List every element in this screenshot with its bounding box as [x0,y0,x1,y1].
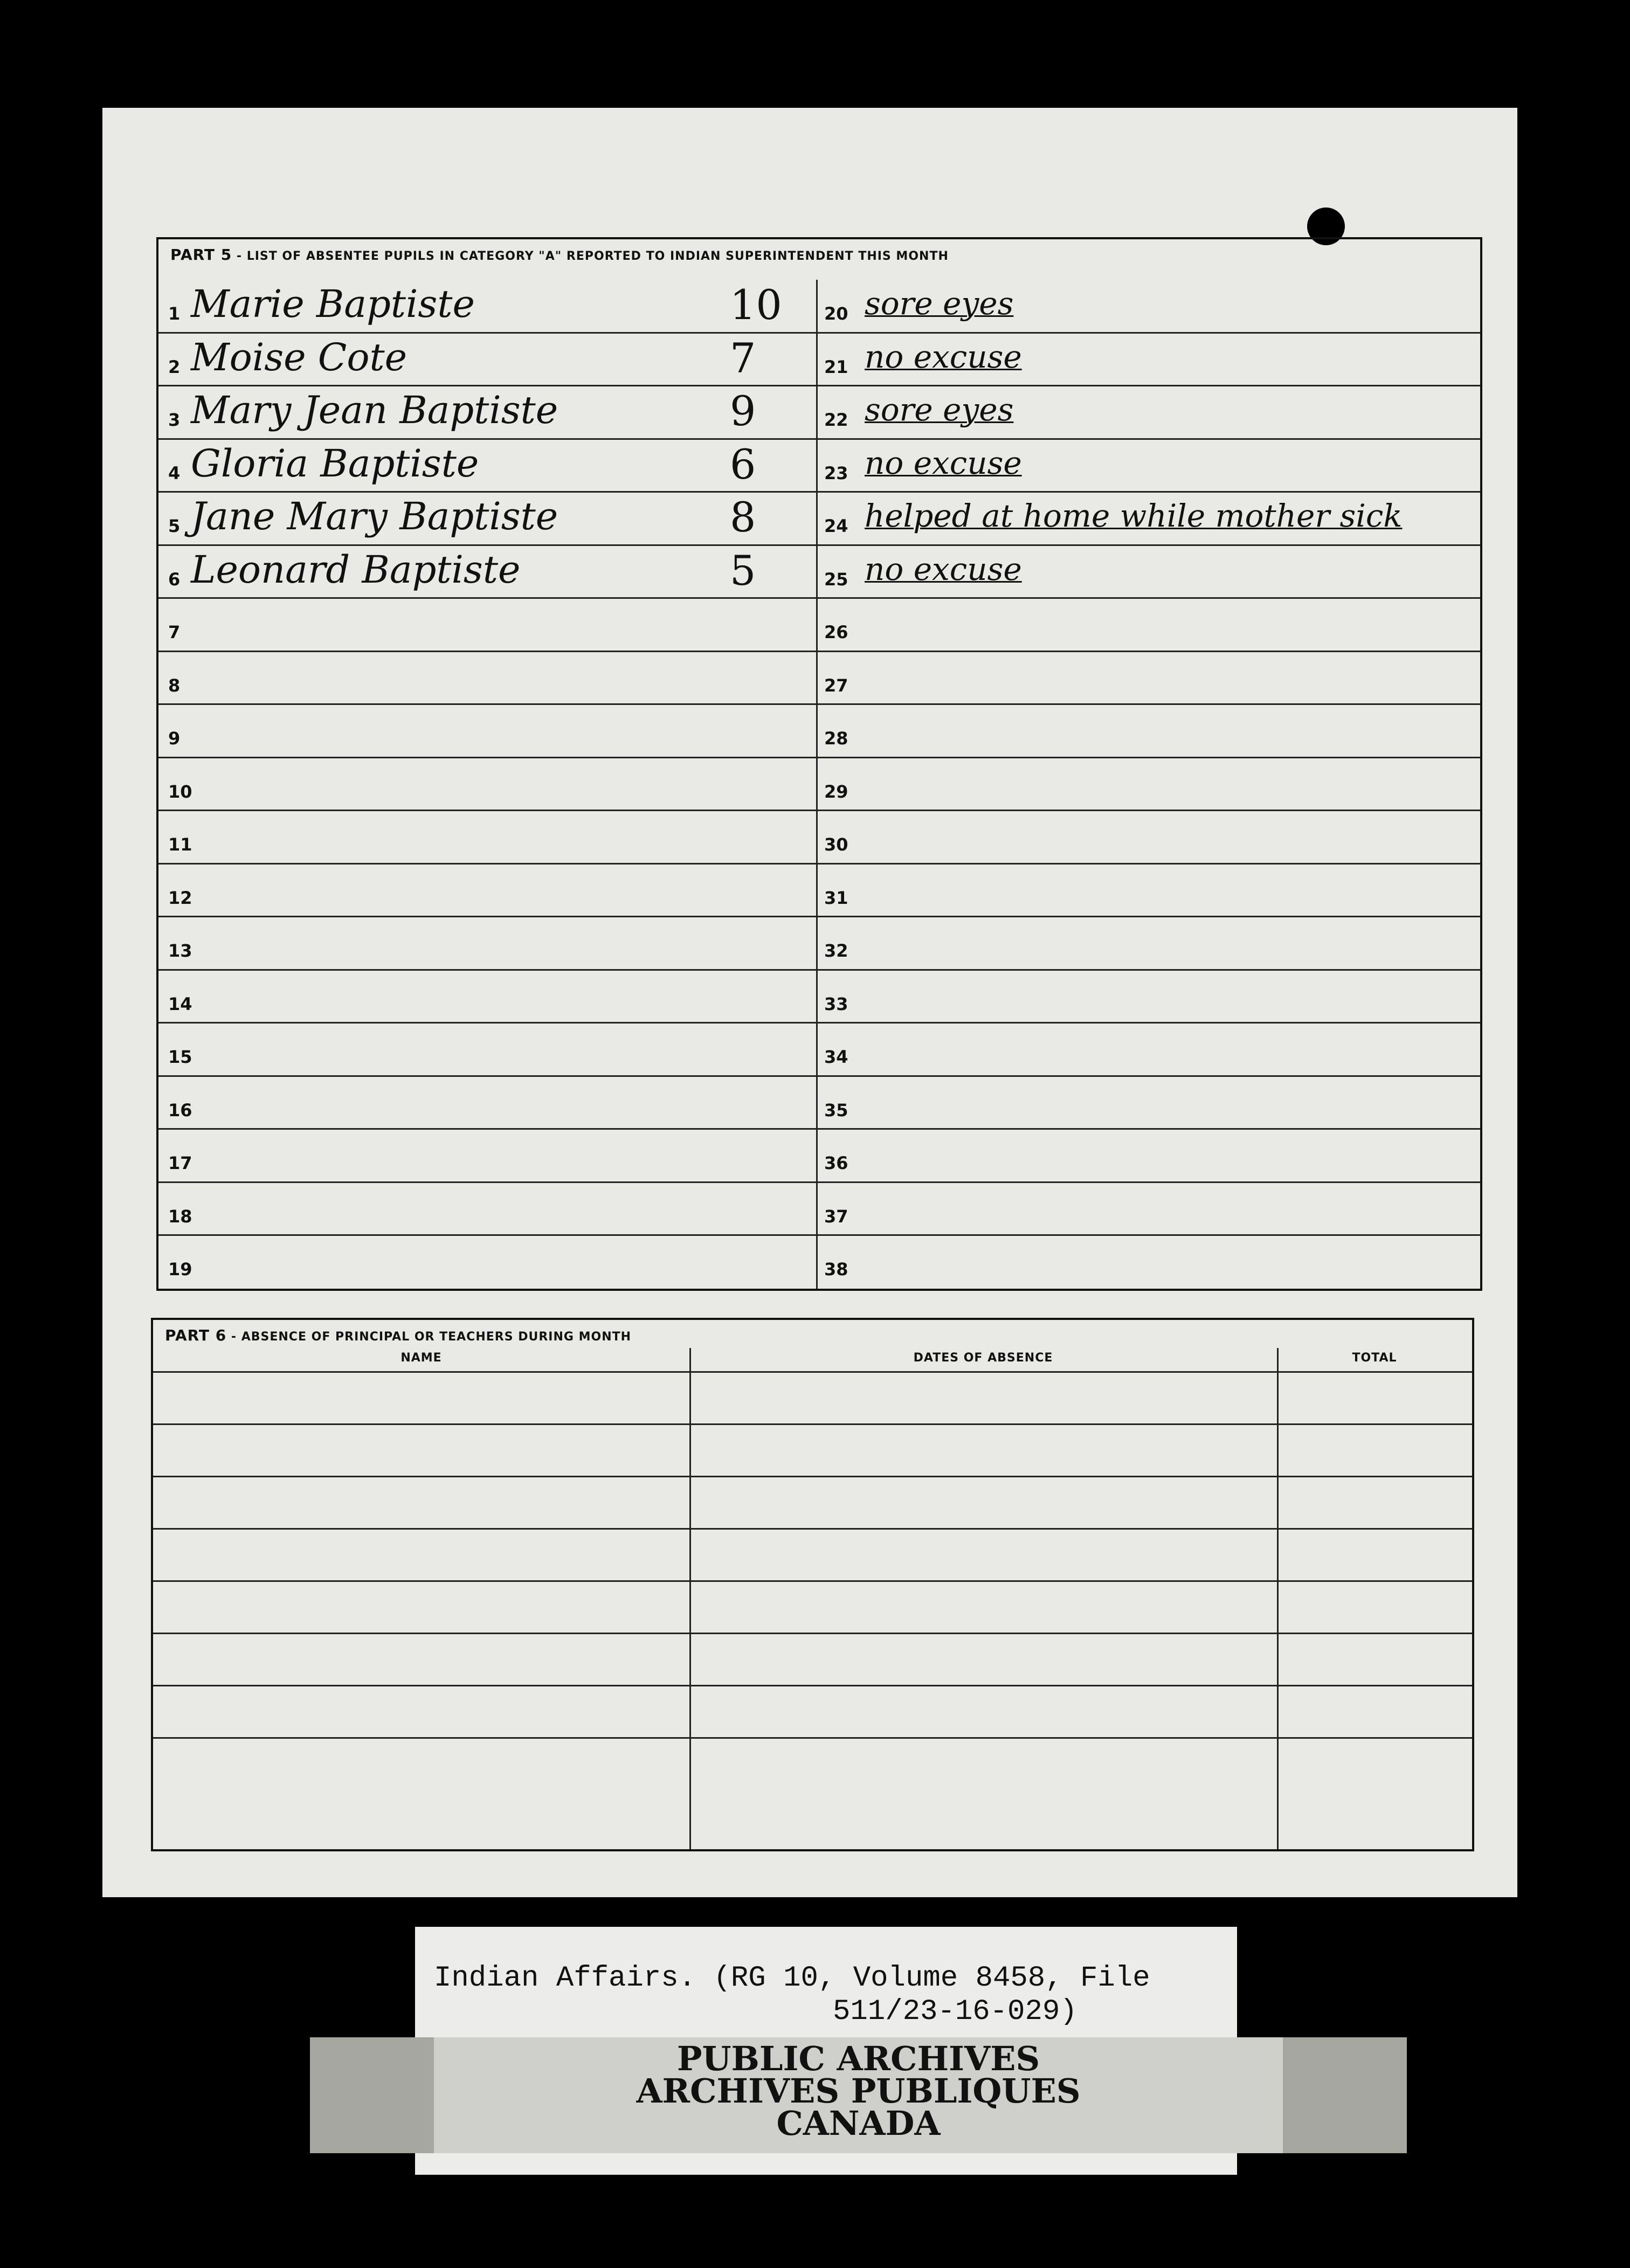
absence-reason: sore eyes [865,391,1014,428]
row-number: 30 [824,834,848,855]
stamp-line-public-archives: PUBLIC ARCHIVES [676,2039,1040,2078]
part6-row-rule [153,1737,1472,1739]
part5-row-rule [158,863,1480,865]
row-number: 20 [824,303,848,324]
column-header-total: TOTAL [1352,1351,1397,1365]
row-number: 32 [824,941,848,961]
part6-row-rule [153,1633,1472,1634]
row-number: 11 [168,834,192,855]
file-reference-line1: Indian Affairs. (RG 10, Volume 8458, File [434,1962,1150,1995]
row-number: 28 [824,728,848,749]
part5-row-rule [158,651,1480,652]
part6-row-rule [153,1685,1472,1686]
part6-teacher-absence-table [151,1318,1474,1851]
part6-title-prefix: PART 6 [165,1326,227,1344]
pupil-name: Jane Mary Baptiste [191,494,558,538]
part5-row-rule [158,1234,1480,1236]
absence-reason: helped at home while mother sick [865,497,1403,534]
part6-row-rule [153,1580,1472,1582]
pupil-age: 7 [730,334,756,382]
part5-title-rest: - LIST OF ABSENTEE PUPILS IN CATEGORY "A" REPORTED TO INDIAN SUPERINTENDENT THIS MONTH [232,250,949,263]
row-number: 33 [824,993,848,1014]
part5-row-rule [158,757,1480,758]
pupil-name: Leonard Baptiste [191,547,521,592]
column-header-name: NAME [400,1351,442,1365]
pupil-name: Mary Jean Baptiste [191,388,558,432]
stamp-line-canada: CANADA [776,2104,941,2143]
part5-row-rule [158,703,1480,705]
part6-row-rule [153,1423,1472,1425]
row-number: 8 [168,675,181,696]
part5-row-rule [158,544,1480,546]
part5-row-rule [158,1022,1480,1024]
part5-column-divider [816,280,818,1289]
row-number: 3 [168,410,181,430]
row-number: 24 [824,516,848,536]
pupil-name: Moise Cote [191,335,408,379]
file-reference-line2: 511/23-16-029) [833,1995,1078,2028]
row-number: 15 [168,1047,192,1067]
pupil-name: Marie Baptiste [191,282,475,326]
part5-row-rule [158,1075,1480,1077]
row-number: 29 [824,781,848,802]
absence-reason: no excuse [865,444,1022,481]
row-number: 38 [824,1259,848,1280]
row-number: 6 [168,569,181,590]
pupil-age: 10 [730,281,782,329]
part5-row-rule [158,332,1480,334]
row-number: 19 [168,1259,192,1280]
absence-reason: no excuse [865,550,1022,587]
row-number: 27 [824,675,848,696]
part5-row-rule [158,969,1480,971]
part6-row-rule [153,1371,1472,1373]
part5-row-rule [158,1181,1480,1183]
row-number: 9 [168,728,181,749]
part6-title [165,1326,631,1344]
row-number: 18 [168,1206,192,1227]
row-number: 26 [824,622,848,642]
row-number: 21 [824,356,848,377]
row-number: 22 [824,410,848,430]
archives-stamp [310,2039,1407,2143]
part5-row-rule [158,438,1480,440]
part6-row-rule [153,1528,1472,1530]
row-number: 12 [168,887,192,908]
absence-reason: sore eyes [865,285,1014,322]
row-number: 14 [168,993,192,1014]
row-number: 4 [168,462,181,483]
row-number: 36 [824,1153,848,1173]
part5-row-rule [158,385,1480,386]
archives-stamp-band [310,2037,1407,2153]
part5-absentee-pupils-table [156,237,1482,1291]
column-header-dates-of-absence: DATES OF ABSENCE [913,1351,1053,1365]
row-number: 35 [824,1100,848,1121]
stamp-line-archives-publiques: ARCHIVES PUBLIQUES [636,2071,1081,2111]
pupil-age: 5 [730,546,756,594]
row-number: 16 [168,1100,192,1121]
file-reference-text [434,1962,1150,2029]
part5-row-rule [158,1128,1480,1130]
row-number: 25 [824,569,848,590]
row-number: 7 [168,622,181,642]
pupil-name: Gloria Baptiste [191,441,479,486]
row-number: 5 [168,516,181,536]
row-number: 23 [824,462,848,483]
row-number: 34 [824,1047,848,1067]
pupil-age: 6 [730,440,756,488]
row-number: 1 [168,303,181,324]
absence-reason: no excuse [865,338,1022,375]
part5-row-rule [158,810,1480,811]
part5-row-rule [158,491,1480,493]
part6-title-rest: - ABSENCE OF PRINCIPAL OR TEACHERS DURING MONTH [226,1330,632,1344]
part5-title-prefix: PART 5 [170,246,232,264]
pupil-age: 8 [730,493,756,541]
part5-row-rule [158,597,1480,599]
row-number: 10 [168,781,192,802]
part5-title [170,246,949,264]
part6-row-rule [153,1476,1472,1477]
pupil-age: 9 [730,387,756,435]
row-number: 17 [168,1153,192,1173]
row-number: 13 [168,941,192,961]
row-number: 37 [824,1206,848,1227]
row-number: 2 [168,356,181,377]
row-number: 31 [824,887,848,908]
part5-row-rule [158,916,1480,917]
